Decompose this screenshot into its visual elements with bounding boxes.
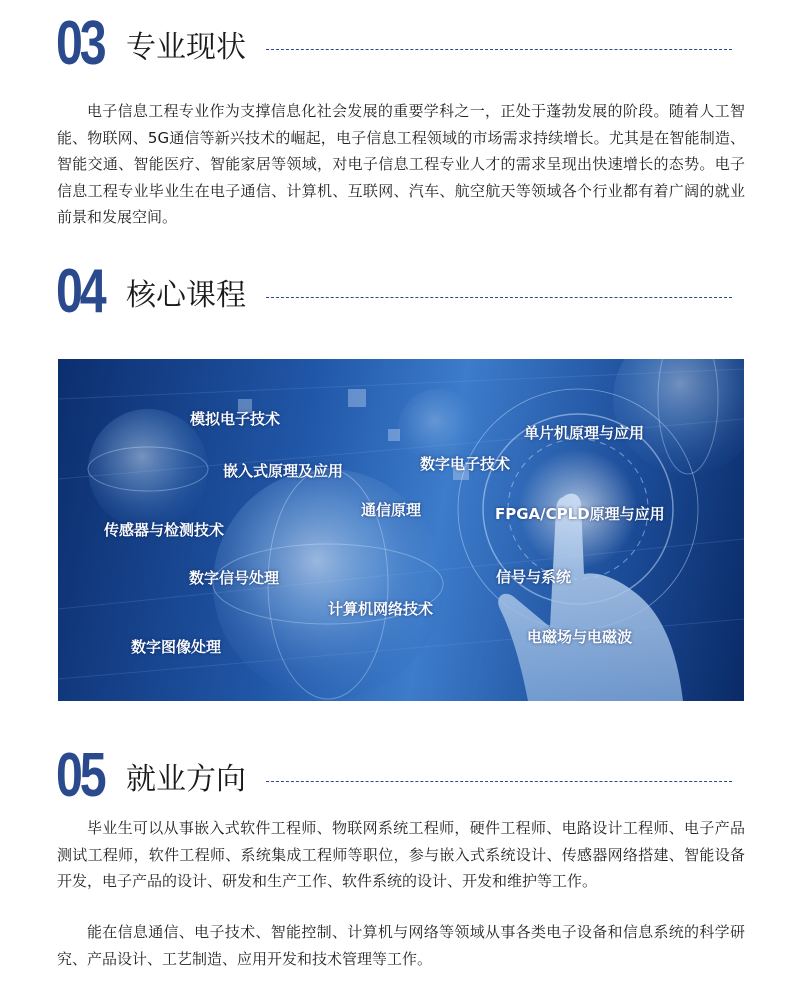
core-courses-banner [58, 359, 744, 701]
career-paragraph-2: 能在信息通信、电子技术、智能控制、计算机与网络等领域从事各类电子设备和信息系统的科学研究、产品设计、工艺制造、应用开发和技术管理等工作。 [57, 923, 745, 968]
section-number: 05 [56, 741, 104, 810]
section-number: 03 [56, 9, 104, 78]
section-header-current-status [56, 9, 746, 78]
course-electromagnetics: 电磁场与电磁波 [527, 628, 633, 646]
career-paragraph-1: 毕业生可以从事嵌入式软件工程师、物联网系统工程师，硬件工程师、电路设计工程师、电子产品测试工程师，软件工程师、系统集成工程师等职位，参与嵌入式系统设计、传感器网络搭建、智能设备开发，电子产品的设计、研发和生产工作、软件系统的设计、开发和维护等工作。 [57, 819, 745, 891]
course-sensors-detection: 传感器与检测技术 [104, 521, 225, 539]
section-header-career-directions [56, 741, 746, 810]
section-divider [266, 49, 732, 50]
course-computer-networks: 计算机网络技术 [328, 600, 434, 618]
course-signals-systems: 信号与系统 [496, 568, 572, 586]
section-title: 就业方向 [126, 762, 246, 797]
course-digital-electronics: 数字电子技术 [420, 455, 511, 473]
course-communication-principles: 通信原理 [361, 501, 422, 519]
course-analog-electronics: 模拟电子技术 [190, 410, 281, 428]
course-fpga-cpld: FPGA/CPLD原理与应用 [495, 505, 665, 523]
section-title: 专业现状 [126, 30, 246, 65]
section-divider [266, 297, 732, 298]
section-title: 核心课程 [126, 278, 246, 313]
course-embedded-principles: 嵌入式原理及应用 [223, 462, 344, 480]
course-digital-signal-processing: 数字信号处理 [189, 569, 280, 587]
course-mcu-principles: 单片机原理与应用 [524, 424, 645, 442]
course-digital-image-processing: 数字图像处理 [131, 638, 222, 656]
section-divider [266, 781, 732, 782]
section-number: 04 [56, 257, 104, 326]
current-status-paragraph: 电子信息工程专业作为支撑信息化社会发展的重要学科之一，正处于蓬勃发展的阶段。随着人工智能、物联网、5G通信等新兴技术的崛起，电子信息工程领域的市场需求持续增长。尤其是在智能制造、智能交通、智能医疗、智能家居等领域，对电子信息工程专业人才的需求呈现出快速增长的态势。电子信息工程专业毕业生在电子通信、计算机、互联网、汽车、航空航天等领域各个行业都有着广阔的就业前景和发展空间。 [57, 102, 745, 227]
section-header-core-courses [56, 257, 746, 326]
